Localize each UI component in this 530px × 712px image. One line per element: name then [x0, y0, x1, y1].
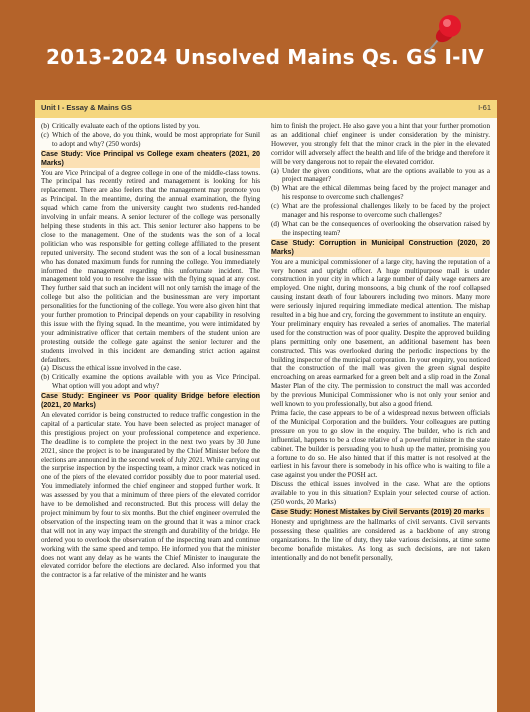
- list-item: (d) What can be the consequences of overlooking the observation raised by the inspecting team?: [271, 219, 490, 237]
- case-study-heading: Case Study: Corruption in Municipal Construction (2020, 20 Marks): [271, 238, 490, 256]
- page-number: I-61: [478, 103, 491, 112]
- list-item: (a) Discuss the ethical issue involved in the case.: [41, 364, 182, 373]
- case-study-heading: Case Study: Honest Mistakes by Civil Servants (2019) 20 marks: [271, 508, 490, 517]
- paragraph: Discuss the ethical issues involved in the case. What are the options available to you in this situation? Explain your selected course of action. (250 words, 20 Marks): [271, 480, 490, 507]
- running-header: [35, 100, 497, 118]
- unit-title: Unit I - Essay & Mains GS: [41, 103, 132, 112]
- list-item: (b) Critically examine the options available with you as Vice Principal. What option will you adopt and why?: [41, 373, 260, 391]
- left-column: [41, 122, 260, 580]
- book-page: [35, 100, 497, 712]
- list-item: (a) Under the given conditions, what are the options available to you as a project manager?: [271, 166, 490, 184]
- list-item: (b) What are the ethical dilemmas being faced by the project manager and his response to overcome such challenges?: [271, 184, 490, 202]
- case-study-body: You are Vice Principal of a degree college in one of the middle-class towns. The principal has recently retired and management is looking for his replacement. There are also feelers that the management may promote you as Principal. In the meantime, during the annual examination, the flying squad which came from the university caught two students red-handed involving in unfair means. A senior lecturer of the college was personally helping these students in this act. This senior lecturer also happens to be close to the management. One of the students was the son of a local politician who was responsible for getting college affiliated to the present reputed university. The second student was the son of a local businessman who has donated maximum funds for running the college. You immediately informed the management regarding this unfortunate incident. The management told you to resolve the issue with the flying squad at any cost. They further said that such an incident will not only tarnish the image of the college but also the politician and the businessman are very important personalities for the functioning of the college. You were also given hint that your further promotion to Principal depends on your capability in resolving this issue with the flying squad. In the meantime, you were intimidated by your administrative officer that certain members of the student union are protesting outside the college gate against the senior lecturer and the students involved in this incident are demanding strict action against defaulters.: [41, 168, 260, 364]
- case-study-body: An elevated corridor is being constructed to reduce traffic congestion in the capital of a particular state. You have been selected as project manager of this prestigious project on your professional competence and experience. The deadline is to complete the project in the next two years by 30 June 2021, since the project is to be inaugurated by the Chief Minister before the elections are announced in the second week of July 2021. While carrying out the surprise inspection by the inspecting team, a minor crack was noticed in one of the piers of the elevated corridor possibly due to poor material used. You immediately informed the chief engineer and stopped further work. It was assessed by you that a minimum of three piers of the elevated corridor have to be demolished and reconstructed. But this process will delay the project minimum by four to six months. But the chief engineer overruled the observation of the inspecting team on the ground that it was a minor crack that will not in any way impact the strength and durability of the bridge. He ordered you to overlook the observation of the inspecting team and continue working with the same speed and tempo. He informed you that the minister does not want any delay as he wants the Chief Minister to inaugurate the elevated corridor before the elections are declared. Also informed you that the contractor is a far relative of the minister and he wants: [41, 411, 260, 580]
- pushpin-icon: [418, 10, 466, 60]
- paragraph: him to finish the project. He also gave you a hint that your further promotion as an additional chief engineer is under consideration by the ministry. However, you strongly felt that the minor crack in the pier in the elevated corridor will adversely affect the health and life of the bridge and therefore it will be very dangerous not to repair the elevated corridor.: [271, 122, 490, 166]
- paragraph: You are a municipal commissioner of a large city, having the reputation of a very honest and upright officer. A huge multipurpose mall is under construction in your city in which a large number of daily wage earners are employed. One night, during monsoons, a big chunk of the roof collapsed causing instant death of four labourers including two minors. Many more were seriously injured requiring immediate medical attention. The mishap resulted in a big hue and cry, forcing the government to institute an enquiry.: [271, 257, 490, 320]
- list-item: (c) What are the professional challenges likely to be faced by the project manager and his response to overcome such challenges?: [271, 202, 490, 220]
- list-item: (b) Critically evaluate each of the options listed by you.: [41, 122, 200, 130]
- right-column: [271, 122, 490, 562]
- case-study-heading: Case Study: Engineer vs Poor quality Bridge before election (2021, 20 Marks): [41, 392, 260, 410]
- paragraph: Prima facie, the case appears to be of a widespread nexus between officials of the Municipal Corporation and the builders. Your colleagues are putting pressure on you to go slow in the enquiry. The builder, who is rich and influential, happens to be a close relative of a powerful minister in the state cabinet. The builder is persuading you to hush up the matter, promising you a fortune to do so. He also hinted that if this matter is not resolved at the earliest in his favour there is somebody in his office who is waiting to file a case against you under the POSH act.: [271, 409, 490, 480]
- banner-title: 2013-2024 Unsolved Mains Qs. GS I-IV: [46, 45, 484, 69]
- case-study-heading: Case Study: Vice Principal vs College exam cheaters (2021, 20 Marks): [41, 149, 260, 167]
- paragraph: Honesty and uprightness are the hallmarks of civil servants. Civil servants possessing these qualities are considered as a backbone of any strong organizations. In the line of duty, they take various decisions, at time some become bonafide mistakes. As long as such decisions, are not taken intentionally and do not benefit personally,: [271, 517, 490, 562]
- list-item: (c) Which of the above, do you think, would be most appropriate for Sunil to adopt and why? (250 words): [41, 130, 260, 148]
- paragraph: Your preliminary enquiry has revealed a series of anomalies. The material used for the construction was of poor quality. Despite the approved building plans permitting only one basement, an additional basement has been constructed. This was overlooked during the periodic inspections by the building inspector of the municipal corporation. In your enquiry, you noticed that the construction of the mall was given the green signal despite encroaching on areas earmarked for a green belt and a slip road in the Zonal Master Plan of the city. The permission to construct the mall was accorded by the previous Municipal Commissioner who is not only your senior and well known to you professionally, but also a good friend.: [271, 319, 490, 409]
